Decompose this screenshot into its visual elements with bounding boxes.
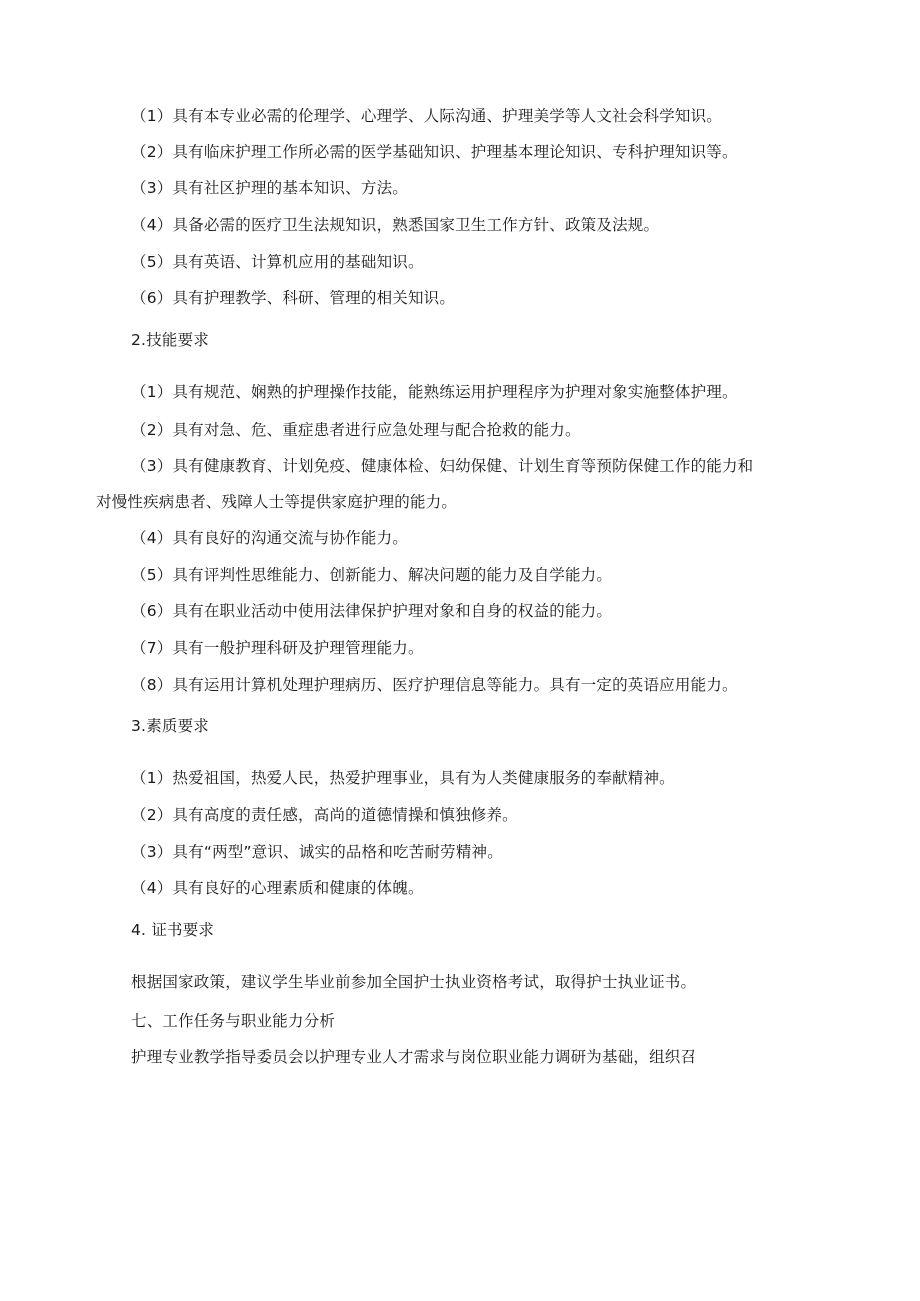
knowledge-item-4: （4）具备必需的医疗卫生法规知识，熟悉国家卫生工作方针、政策及法规。 xyxy=(131,216,660,234)
skills-item-1: （1）具有规范、娴熟的护理操作技能，能熟练运用护理程序为护理对象实施整体护理。 xyxy=(131,383,738,401)
skills-item-2: （2）具有对急、危、重症患者进行应急处理与配合抢救的能力。 xyxy=(131,421,581,439)
quality-item-4: （4）具有良好的心理素质和健康的体魄。 xyxy=(131,879,424,897)
skills-item-8: （8）具有运用计算机处理护理病历、医疗护理信息等能力。具有一定的英语应用能力。 xyxy=(131,676,738,694)
skills-heading: 2.技能要求 xyxy=(131,331,209,349)
quality-item-3: （3）具有“两型”意识、诚实的品格和吃苦耐劳精神。 xyxy=(131,843,503,861)
certificate-heading: 4. 证书要求 xyxy=(131,921,215,939)
certificate-text: 根据国家政策，建议学生毕业前参加全国护士执业资格考试，取得护士执业证书。 xyxy=(131,973,697,991)
section-7-text: 护理专业教学指导委员会以护理专业人才需求与岗位职业能力调研为基础，组织召 xyxy=(131,1048,697,1066)
section-7-heading: 七、工作任务与职业能力分析 xyxy=(131,1012,336,1030)
quality-heading: 3.素质要求 xyxy=(131,717,209,735)
skills-item-3-continued: 对慢性疾病患者、残障人士等提供家庭护理的能力。 xyxy=(96,493,458,511)
knowledge-item-6: （6）具有护理教学、科研、管理的相关知识。 xyxy=(131,289,456,307)
knowledge-item-1: （1）具有本专业必需的伦理学、心理学、人际沟通、护理美学等人文社会科学知识。 xyxy=(131,107,722,125)
skills-item-7: （7）具有一般护理科研及护理管理能力。 xyxy=(131,639,424,657)
quality-item-1: （1）热爱祖国，热爱人民，热爱护理事业，具有为人类健康服务的奉献精神。 xyxy=(131,769,675,787)
knowledge-item-3: （3）具有社区护理的基本知识、方法。 xyxy=(131,179,408,197)
knowledge-item-2: （2）具有临床护理工作所必需的医学基础知识、护理基本理论知识、专科护理知识等。 xyxy=(131,143,738,161)
skills-item-6: （6）具有在职业活动中使用法律保护护理对象和自身的权益的能力。 xyxy=(131,602,613,620)
quality-item-2: （2）具有高度的责任感，高尚的道德情操和慎独修养。 xyxy=(131,806,518,824)
skills-item-4: （4）具有良好的沟通交流与协作能力。 xyxy=(131,529,408,547)
knowledge-item-5: （5）具有英语、计算机应用的基础知识。 xyxy=(131,253,424,271)
skills-item-3: （3）具有健康教育、计划免疫、健康体检、妇幼保健、计划生育等预防保健工作的能力和 xyxy=(131,457,754,475)
skills-item-5: （5）具有评判性思维能力、创新能力、解决问题的能力及自学能力。 xyxy=(131,566,613,584)
